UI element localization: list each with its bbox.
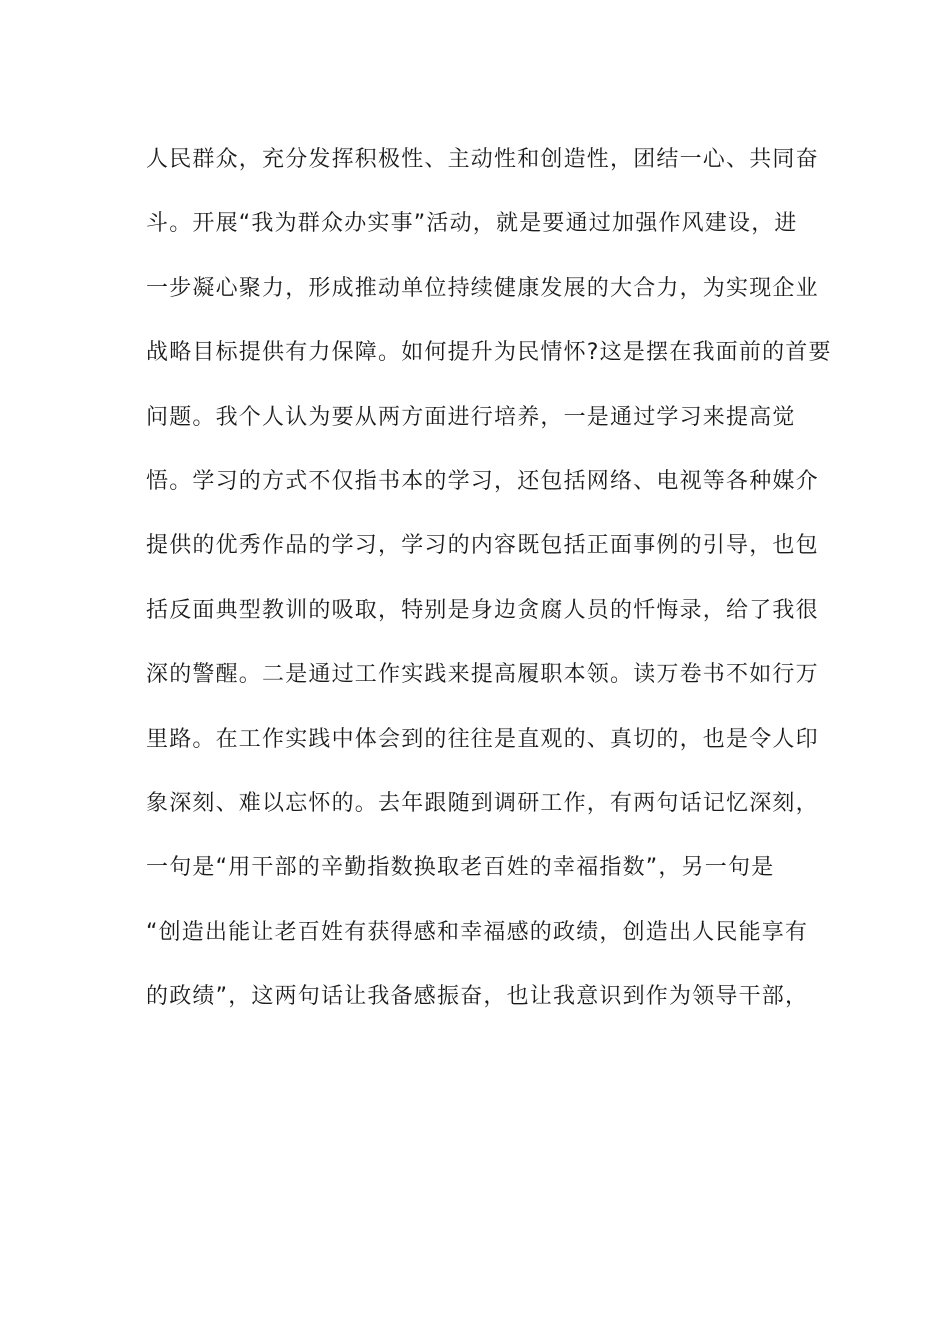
- text-line: 人民群众，充分发挥积极性、主动性和创造性，团结一心、共同奋: [146, 147, 819, 172]
- text-line: 深的警醒。二是通过工作实践来提高履职本领。读万卷书不如行万: [146, 662, 819, 688]
- text-line: 括反面典型教训的吸取，特别是身边贪腐人员的忏悔录，给了我很: [146, 597, 819, 623]
- text-line: 一句是“用干部的辛勤指数换取老百姓的幸福指数”，另一句是: [146, 855, 775, 881]
- text-line: 的政绩”，这两句话让我备感振奋，也让我意识到作为领导干部，: [146, 984, 809, 1010]
- text-line: 悟。学习的方式不仅指书本的学习，还包括网络、电视等各种媒介: [146, 468, 819, 494]
- body-text: [146, 128, 832, 1029]
- text-line: 问题。我个人认为要从两方面进行培养，一是通过学习来提高觉: [146, 404, 796, 430]
- text-line: 象深刻、难以忘怀的。去年跟随到调研工作，有两句话记忆深刻，: [146, 790, 819, 816]
- text-line: 斗。开展“我为群众办实事”活动，就是要通过加强作风建设，进: [146, 211, 798, 237]
- text-line: 提供的优秀作品的学习，学习的内容既包括正面事例的引导，也包: [146, 533, 819, 559]
- text-line: 战略目标提供有力保障。如何提升为民情怀?这是摆在我面前的首要: [146, 340, 832, 366]
- text-line: 一步凝心聚力，形成推动单位持续健康发展的大合力，为实现企业: [146, 275, 819, 301]
- text-line: “创造出能让老百姓有获得感和幸福感的政绩，创造出人民能享有: [146, 919, 809, 945]
- text-line: 里路。在工作实践中体会到的往往是直观的、真切的，也是令人印: [146, 726, 819, 752]
